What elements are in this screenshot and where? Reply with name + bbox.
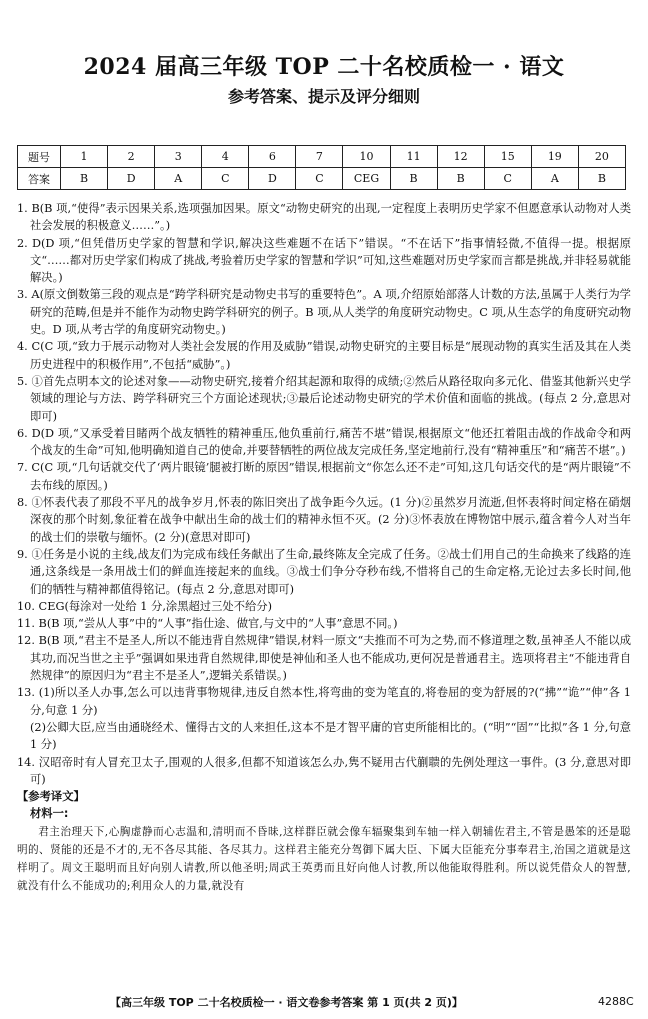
question-number: 10	[343, 146, 390, 168]
question-number: 6	[249, 146, 296, 168]
explanation-paragraph: 1. B(B 项,“使得”表示因果关系,选项强加因果。原文“动物史研究的出现,一定程度上表明历史学家不但愿意承认动物对人类社会发展的积极意义……”。)	[17, 202, 631, 233]
question-number: 4	[202, 146, 249, 168]
question-number: 12	[437, 146, 484, 168]
question-number: 2	[108, 146, 155, 168]
explanation-paragraph: (2)公卿大臣,应当由通晓经术、懂得古文的人来担任,这本不是才智平庸的官吏所能相比的。(“明”“固”“比拟”各 1 分,句意 1 分)	[30, 720, 631, 752]
explanation-paragraph: 13. (1)所以圣人办事,怎么可以违背事物规律,违反自然本性,将弯曲的变为笔直的,将卷屈的变为舒展的?(“拂”“诡”“伸”各 1 分,句意 1 分)	[17, 686, 631, 717]
table-row-label: 答案	[18, 168, 61, 190]
explanation-paragraph: 10. CEG(每涂对一处给 1 分,涂黑超过三处不给分)	[17, 599, 272, 613]
answer-cell: A	[155, 168, 202, 190]
explanation-paragraph: 2. D(D 项,“但凭借历史学家的智慧和学识,解决这些难题不在话下”错误。“不在话下”指事情轻微,不值得一提。根据原文“……都对历史学家们构成了挑战,考验着历史学家的智慧和学识”可知,这些难题对历史学家而言都是挑战,并非轻易就能解决。)	[17, 236, 631, 285]
explanation-paragraph: 5. ①首先点明本文的论述对象——动物史研究,接着介绍其起源和取得的成绩;②然后从路径取向多元化、借鉴其他新兴史学领域的理论与方法、跨学科研究三个方面论述现状;③最后论述动物史研究的学术价值和面临的挑战。(每点 2 分,意思对即可)	[17, 374, 631, 423]
explanation-paragraph: 3. A(原文倒数第三段的观点是“跨学科研究是动物史书写的重要特色”。A 项,介绍原始部落人计数的方法,虽属于人类行为学研究的范畴,但是并不能作为动物史跨学科研究的例子。B 项,从人类学的角度研究动物史。C 项,从生态学的角度研究动物史。D 项,从考古学的角度研究动物史。)	[17, 288, 631, 337]
material-title: 材料一:	[30, 807, 69, 821]
explanation-paragraph: 6. D(D 项,“又承受着目睹两个战友牺牲的精神重压,他负重前行,痛苦不堪”错误,根据原文“他还扛着阻击战的作战命令和两个战友的生命”可知,他明确知道自己的使命,并要替牺牲的两位战友完成任务,坚定地前行,没有“精神重压”和“痛苦不堪”。)	[17, 426, 631, 458]
explanation-paragraph: 12. B(B 项,“君主不是圣人,所以不能违背自然规律”错误,材料一原文“夫推而不可为之势,而不修道理之数,虽神圣人不能以成其功,而况当世之主乎”强调如果违背自然规律,即使是神仙和圣人也不能成功,更何况是普通君主。选项将君主“不能违背自然规律”的原因归为“君主不是圣人”,逻辑关系错误。)	[17, 634, 631, 683]
explanation-paragraph: 8. ①怀表代表了那段不平凡的战争岁月,怀表的陈旧突出了战争距今久远。(1 分)②虽然岁月流逝,但怀表将时间定格在硝烟深夜的那个时刻,象征着在战争中献出生命的战士们的精神永恒不灭。(2 分)③怀表放在博物馆中展示,蕴含着今人对当年的战士们的崇敬与缅怀。(2 分)(意思对即可)	[17, 496, 631, 544]
answer-explanations	[17, 200, 631, 895]
page-subtitle: 参考答案、提示及评分细则	[227, 87, 420, 106]
explanation-paragraph: 14. 汉昭帝时有人冒充卫太子,围观的人很多,但都不知道该怎么办,隽不疑用古代蒯聩的先例处理这一事件。(3 分,意思对即可)	[17, 755, 631, 786]
explanation-paragraph: 11. B(B 项,“尝从人事”中的“人事”指仕途、做官,与文中的“人事”意思不同。)	[17, 617, 398, 631]
answer-cell: C	[202, 168, 249, 190]
question-number: 1	[61, 146, 108, 168]
table-row-label: 题号	[18, 146, 61, 168]
answer-cell: B	[61, 168, 108, 190]
explanation-paragraph: 9. ①任务是小说的主线,战友们为完成布线任务献出了生命,最终陈友全完成了任务。②战士们用自己的生命换来了线路的连通,这条线是一条用战士们的鲜血连接起来的血线。③战士们争分夺秒布线,不惜将自己的生命定格,无论过去多长时间,他们的牺牲与精神都值得铭记。(每点 2 分,意思对即可)	[17, 547, 631, 596]
explanation-paragraph: 4. C(C 项,“致力于展示动物对人类社会发展的作用及威胁”错误,动物史研究的主要目标是“展现动物的真实生活及其在人类历史进程中的积极作用”,不包括“威胁”。)	[17, 340, 631, 371]
explanation-paragraph: 7. C(C 项,“几句话就交代了‘两片眼镜’腿被打断的原因”错误,根据前文“你怎么还不走”可知,这几句话交代的是“两片眼镜”不去布线的原因。)	[17, 461, 631, 492]
answer-cell: C	[484, 168, 531, 190]
reference-translation-title: 【参考译文】	[17, 790, 85, 804]
document-code: 4288C	[598, 995, 634, 1008]
answer-cell: C	[296, 168, 343, 190]
question-number: 11	[390, 146, 437, 168]
question-number: 3	[155, 146, 202, 168]
answer-cell: B	[390, 168, 437, 190]
answer-row	[18, 168, 626, 190]
page-footer: 【高三年级 TOP 二十名校质检一 · 语文卷参考答案 第 1 页(共 2 页)】	[110, 996, 463, 1009]
answer-table	[17, 145, 626, 190]
answer-cell: B	[578, 168, 625, 190]
answer-cell: CEG	[343, 168, 390, 190]
question-number-row	[18, 146, 626, 168]
question-number: 15	[484, 146, 531, 168]
answer-cell: B	[437, 168, 484, 190]
page-title: 2024 届高三年级 TOP 二十名校质检一 · 语文	[83, 54, 565, 80]
question-number: 19	[531, 146, 578, 168]
question-number: 20	[578, 146, 625, 168]
answer-cell: D	[108, 168, 155, 190]
translation-text: 君主治理天下,心胸虚静而心志温和,清明而不昏昧,这样群臣就会像车辐聚集到车轴一样入朝辅佐君主,不管是愚笨的还是聪明的、贤能的还是不才的,无不各尽其能、各尽其力。这样君主能充分驾御下属大臣、下属大臣能充分事奉君主,治国之道就是这样明了。周文王聪明而且好向别人请教,所以他圣明;周武王英勇而且好向他人讨教,所以他能取得胜利。所以说凭借众人的智慧,就没有什么不能成功的;利用众人的力量,就没有	[17, 825, 631, 892]
question-number: 7	[296, 146, 343, 168]
answer-cell: D	[249, 168, 296, 190]
answer-cell: A	[531, 168, 578, 190]
